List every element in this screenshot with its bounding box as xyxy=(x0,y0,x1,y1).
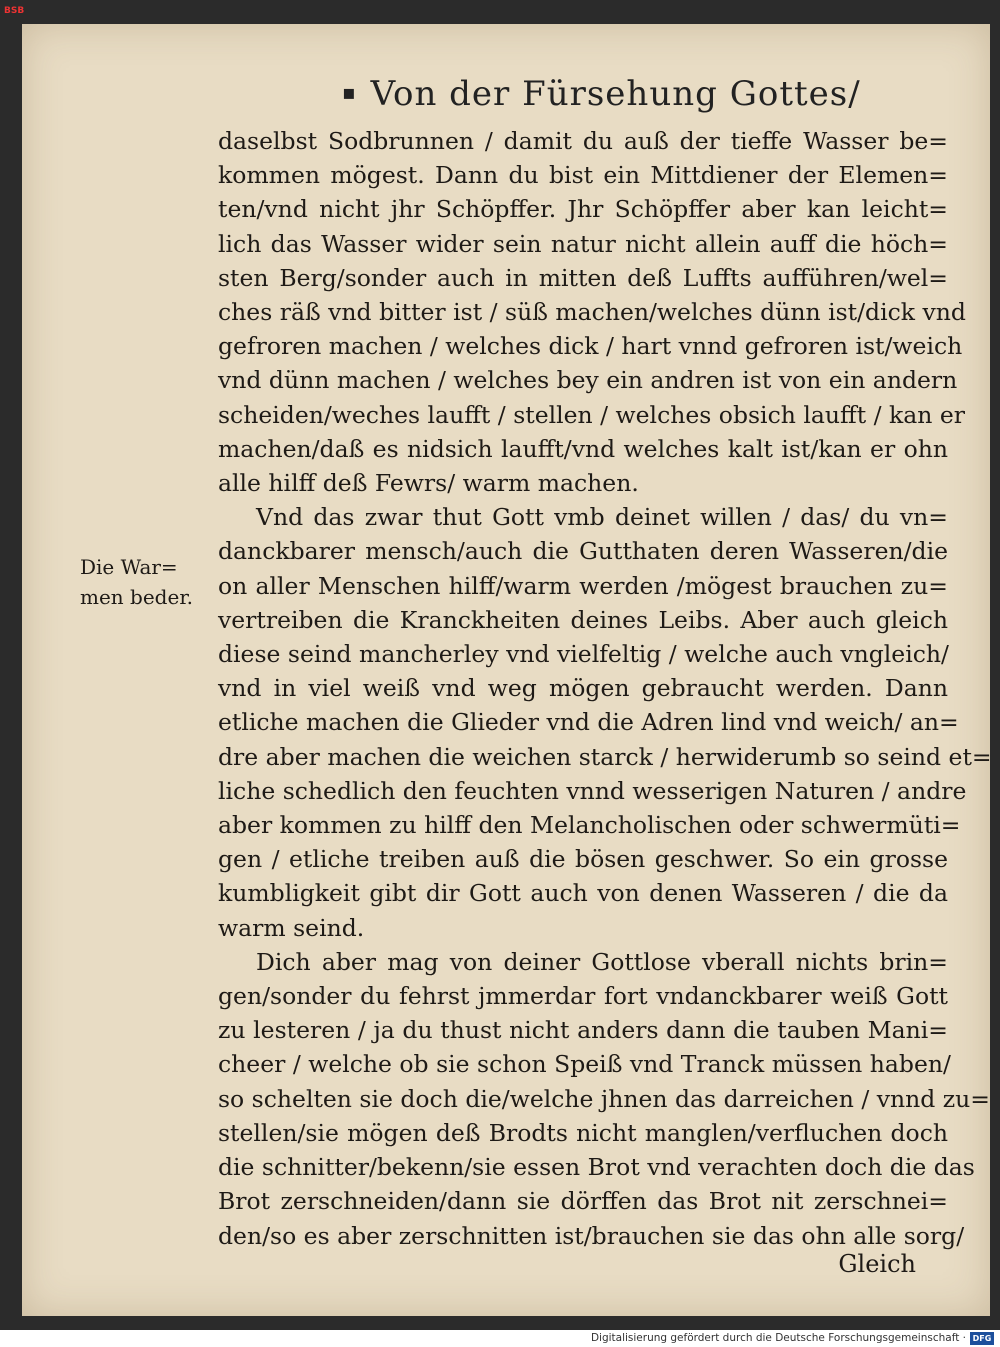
running-head-text: Von der Fürsehung Gottes/ xyxy=(370,74,861,114)
text-line: stellen/sie mögen deß Brodts nicht manglen/verfluchen doch xyxy=(218,1118,948,1147)
text-line: zu lesteren / ja du thust nicht anders dann die tauben Mani= xyxy=(218,1016,948,1045)
text-line: diese seind mancherley vnd vielfeltig / welche auch vngleich/ xyxy=(218,640,949,669)
text-line: Dich aber mag von deiner Gottlose vberall nichts brin= xyxy=(256,947,948,976)
marginal-note-line: Die War= xyxy=(80,555,178,579)
text-line: den/so es aber zerschnitten ist/brauchen sie das ohn alle sorg/ xyxy=(218,1221,965,1250)
text-line: scheiden/weches laufft / stellen / welches obsich laufft / kan er xyxy=(218,400,965,429)
text-line: lich das Wasser wider sein natur nicht allein auff die höch= xyxy=(218,229,948,258)
text-line: dre aber machen die weichen starck / herwiderumb so seind et= xyxy=(218,742,992,771)
text-line: vertreiben die Kranckheiten deines Leibs. Aber auch gleich xyxy=(218,605,948,634)
text-line: kumbligkeit gibt dir Gott auch von denen Wasseren / die da xyxy=(218,879,948,908)
body-text xyxy=(218,124,992,1253)
text-line: Brot zerschneiden/dann sie dörffen das Brot nit zerschnei= xyxy=(218,1187,948,1216)
text-line: kommen mögest. Dann du bist ein Mittdiener der Elemen= xyxy=(218,161,948,190)
text-line: vnd in viel weiß vnd weg mögen gebraucht werden. Dann xyxy=(218,674,948,703)
book-page xyxy=(22,24,990,1316)
text-line: die schnitter/bekenn/sie essen Brot vnd verachten doch die das xyxy=(218,1153,975,1182)
funding-notice: Digitalisierung gefördert durch die Deutsche Forschungsgemeinschaft · xyxy=(590,1332,966,1344)
text-line: warm seind. xyxy=(218,913,365,942)
text-line: liche schedlich den feuchten vnnd wesserigen Naturen / andre xyxy=(218,776,967,805)
catchword: Gleich xyxy=(838,1250,916,1278)
marginal-note xyxy=(80,552,210,612)
running-head xyxy=(342,74,862,114)
dfg-logo-icon: DFG xyxy=(970,1332,994,1345)
library-label: BSB xyxy=(4,6,25,16)
text-line: etliche machen die Glieder vnd die Adren lind vnd weich/ an= xyxy=(218,708,959,737)
text-line: Vnd das zwar thut Gott vmb deinet willen / das/ du vn= xyxy=(256,503,948,532)
text-line: gen/sonder du fehrst jmmerdar fort vndanckbarer weiß Gott xyxy=(218,982,948,1011)
text-line: cheer / welche ob sie schon Speiß vnd Tranck müssen haben/ xyxy=(218,1050,951,1079)
text-line: sten Berg/sonder auch in mitten deß Luffts aufführen/wel= xyxy=(218,263,948,292)
text-line: aber kommen zu hilff den Melancholischen oder schwermüti= xyxy=(218,811,961,840)
text-line: vnd dünn machen / welches bey ein andren ist von ein andern xyxy=(218,366,958,395)
text-line: ches räß vnd bitter ist / süß machen/welches dünn ist/dick vnd xyxy=(218,298,966,327)
text-line: on aller Menschen hilff/warm werden /mögest brauchen zu= xyxy=(218,571,948,600)
text-line: machen/daß es nidsich laufft/vnd welches kalt ist/kan er ohn xyxy=(218,434,948,463)
text-line: gefroren machen / welches dick / hart vnnd gefroren ist/weich xyxy=(218,332,963,361)
text-line: ten/vnd nicht jhr Schöpffer. Jhr Schöpffer aber kan leicht= xyxy=(218,195,948,224)
text-line: gen / etliche treiben auß die bösen geschwer. So ein grosse xyxy=(218,845,948,874)
text-line: alle hilff deß Fewrs/ warm machen. xyxy=(218,469,639,498)
ornament-dot: ▪ xyxy=(342,80,357,104)
marginal-note-line: men beder. xyxy=(80,585,194,609)
text-line: so schelten sie doch die/welche jhnen das darreichen / vnnd zu= xyxy=(218,1084,990,1113)
text-line: danckbarer mensch/auch die Gutthaten deren Wasseren/die xyxy=(218,537,948,566)
footer-bar xyxy=(0,1330,1000,1347)
text-line: daselbst Sodbrunnen / damit du auß der tieffe Wasser be= xyxy=(218,127,948,155)
